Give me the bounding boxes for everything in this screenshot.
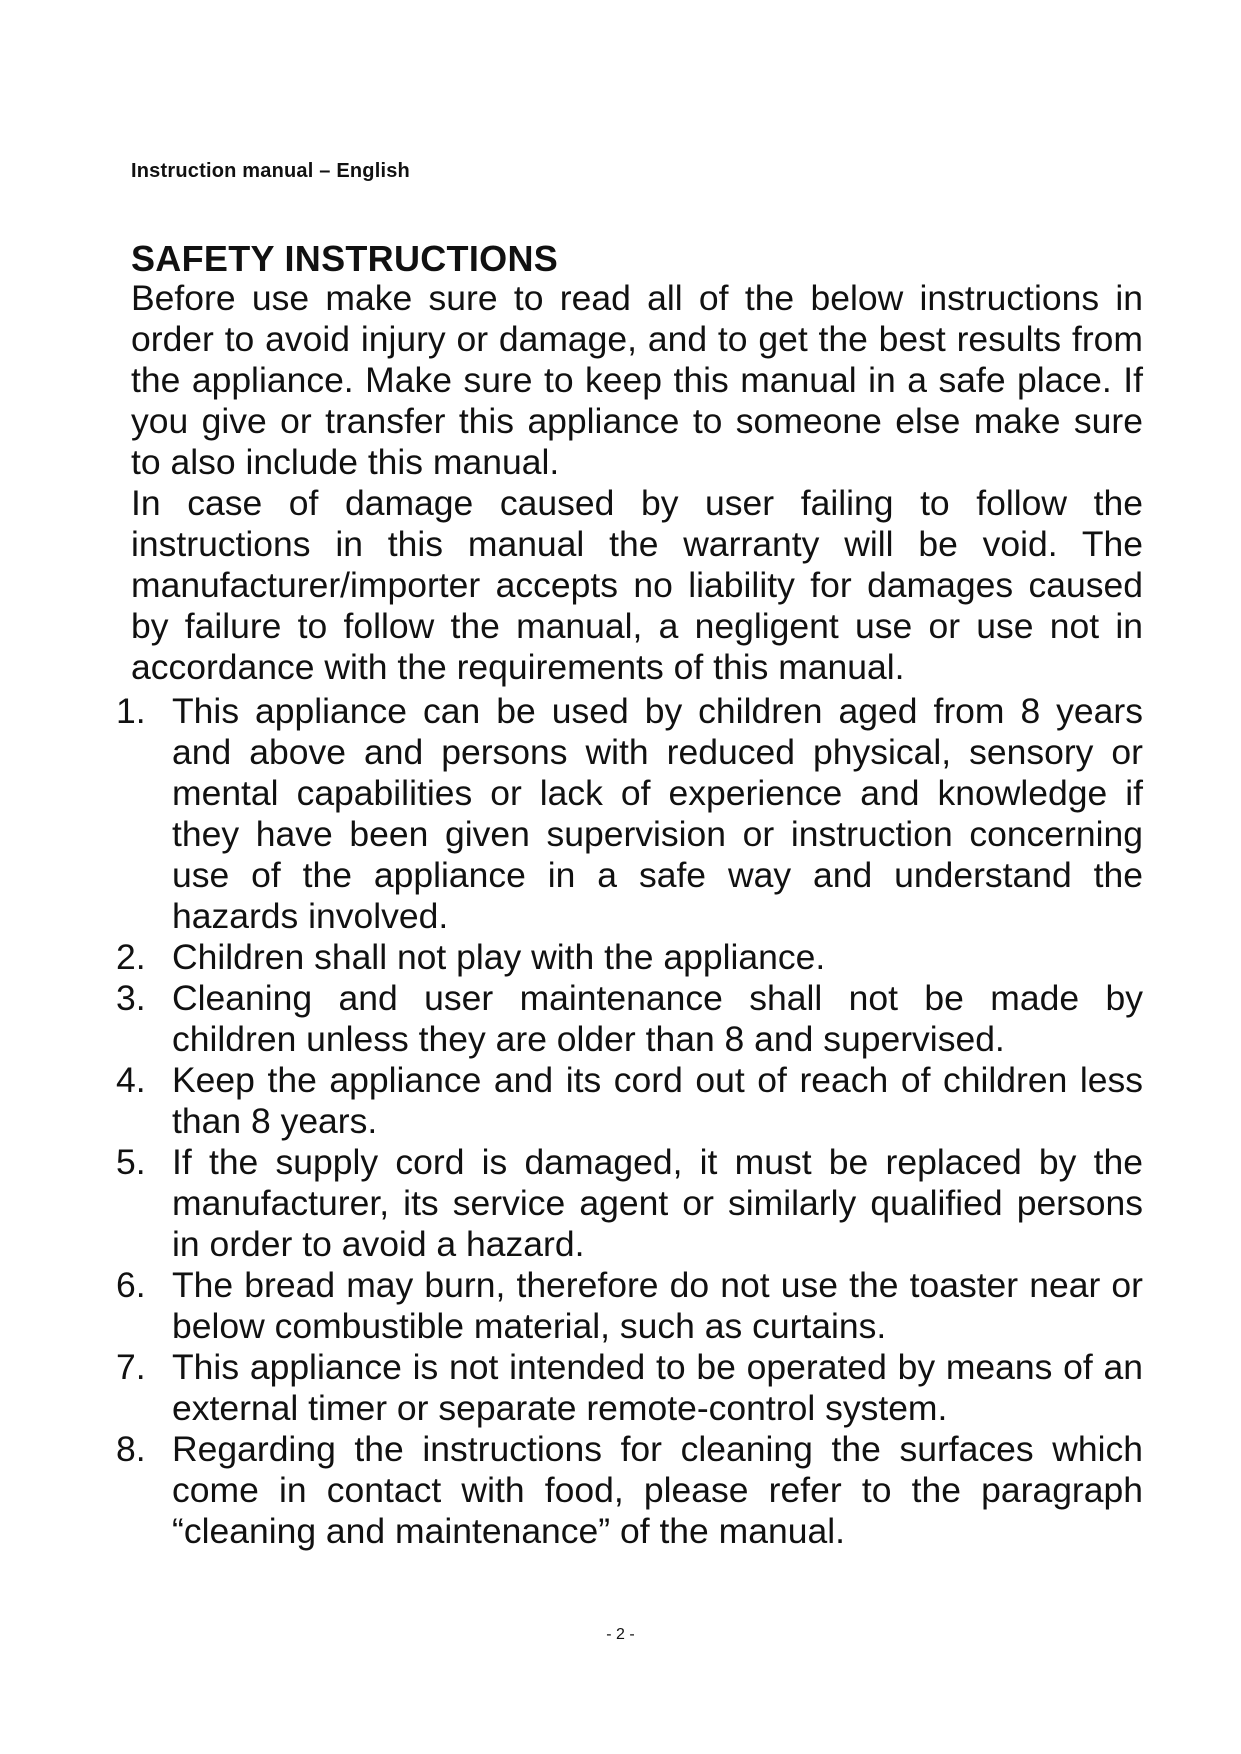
list-item-number: 8. [116,1429,146,1469]
list-item-number: 6. [116,1265,146,1305]
list-item-text: This appliance can be used by children aged from 8 years and above and persons with reduced physical, sensory or mental capabilities or lack of experience and knowledge if they have been given supervision or instruction concerning use of the appliance in a safe way and understand the hazards involved. [172,691,1143,936]
list-item [108,1142,1143,1265]
list-item-text: This appliance is not intended to be operated by means of an external timer or separate remote-control system. [172,1347,1143,1428]
list-item [108,691,1143,937]
list-item-text: If the supply cord is damaged, it must be replaced by the manufacturer, its service agent or similarly qualified persons in order to avoid a hazard. [172,1142,1143,1264]
list-item [108,1265,1143,1347]
list-item-text: Keep the appliance and its cord out of reach of children less than 8 years. [172,1060,1143,1141]
intro-text [131,278,1143,688]
warranty-paragraph: In case of damage caused by user failing to follow the instructions in this manual the warranty will be void. The manufacturer/importer accepts no liability for damages caused by failure to follow the manual, a negligent use or use not in accordance with the requirements of this manual. [131,483,1143,687]
list-item-number: 4. [116,1060,146,1100]
manual-header-label: Instruction manual – English [131,160,410,182]
list-item-number: 1. [116,691,146,731]
list-item-number: 3. [116,978,146,1018]
list-item [108,978,1143,1060]
list-item-number: 2. [116,937,146,977]
list-item [108,1347,1143,1429]
list-item-text: Children shall not play with the appliance. [172,937,826,977]
list-item-number: 7. [116,1347,146,1387]
list-item-text: The bread may burn, therefore do not use the toaster near or below combustible material, such as curtains. [172,1265,1143,1346]
list-item [108,1429,1143,1552]
section-title: SAFETY INSTRUCTIONS [131,238,559,279]
safety-instructions-list [108,691,1143,1552]
list-item [108,937,1143,978]
list-item-text: Regarding the instructions for cleaning the surfaces which come in contact with food, please refer to the paragraph “cleaning and maintenance” of the manual. [172,1429,1143,1551]
page-number: - 2 - [606,1626,635,1643]
list-item [108,1060,1143,1142]
list-item-number: 5. [116,1142,146,1182]
intro-paragraph: Before use make sure to read all of the below instructions in order to avoid injury or damage, and to get the best results from the appliance. Make sure to keep this manual in a safe place. If you give or transfer this appliance to someone else make sure to also include this manual. [131,278,1143,482]
list-item-text: Cleaning and user maintenance shall not be made by children unless they are older than 8 and supervised. [172,978,1143,1059]
